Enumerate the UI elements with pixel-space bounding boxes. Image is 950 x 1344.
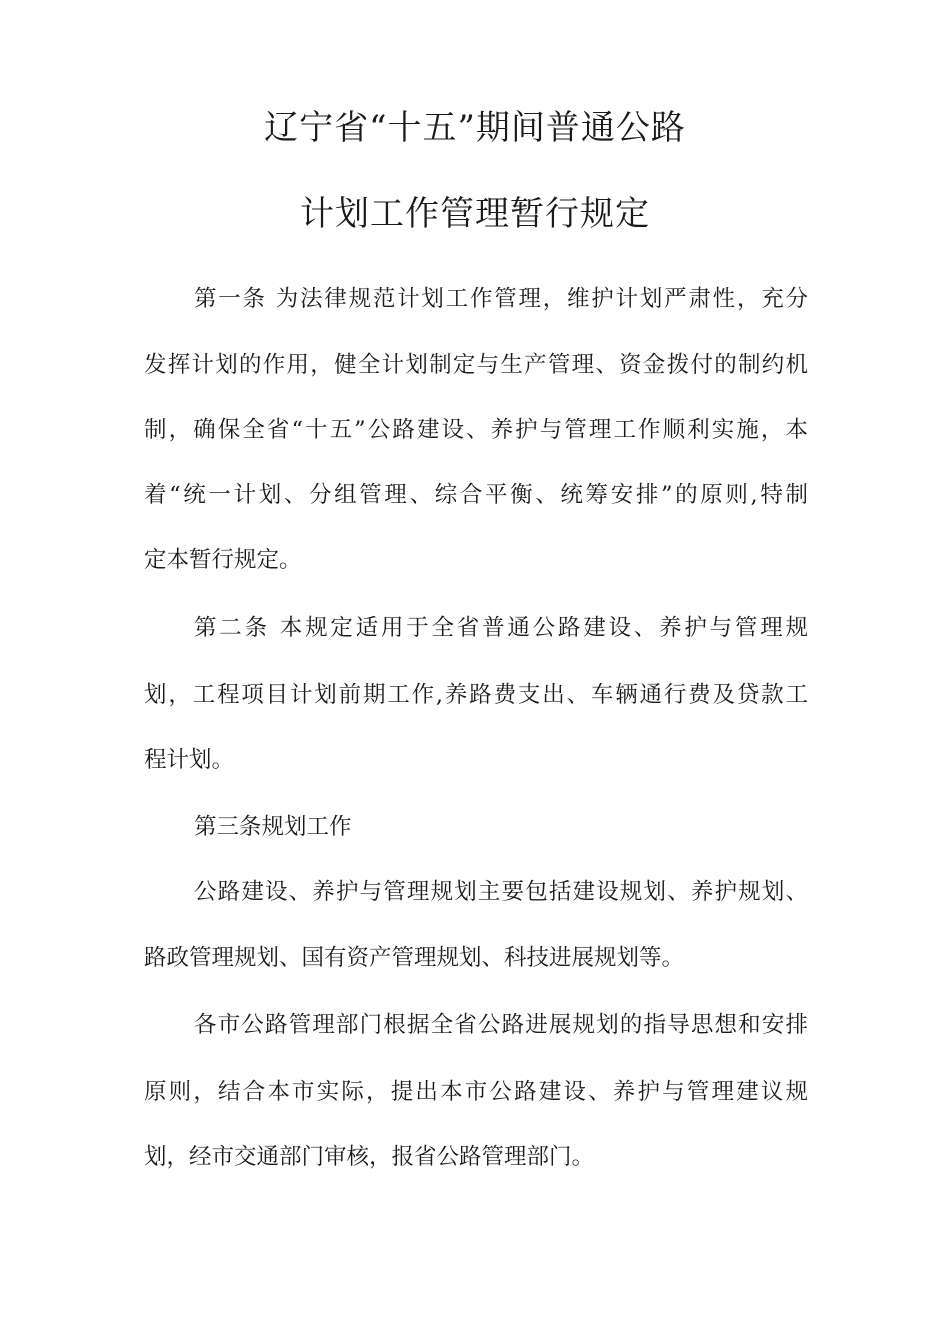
article-3-para-1-line-2: 路政管理规划、国有资产管理规划、科技进展规划等。: [144, 945, 685, 971]
article-2-line-2: 划，工程项目计划前期工作,养路费支出、车辆通行费及贷款工: [144, 682, 808, 708]
article-2-line-1: 第二条 本规定适用于全省普通公路建设、养护与管理规: [194, 615, 808, 641]
article-1-line-3: 制，确保全省“十五”公路建设、养护与管理工作顺利实施，本: [144, 417, 808, 443]
article-3-para-1-line-1: 公路建设、养护与管理规划主要包括建设规划、养护规划、: [194, 879, 808, 905]
article-3-para-2-line-3: 划，经市交通部门审核，报省公路管理部门。: [144, 1144, 595, 1170]
article-3-heading: 第三条规划工作: [194, 814, 352, 840]
article-3-para-2-line-1: 各市公路管理部门根据全省公路进展规划的指导思想和安排: [194, 1012, 808, 1038]
document-title-line-1: 辽宁省“十五”期间普通公路: [264, 108, 686, 148]
article-3-para-2-line-2: 原则，结合本市实际，提出本市公路建设、养护与管理建议规: [144, 1079, 808, 1105]
article-1-line-2: 发挥计划的作用，健全计划制定与生产管理、资金拨付的制约机: [144, 352, 808, 378]
article-1-line-4: 着“统一计划、分组管理、综合平衡、统筹安排”的原则,特制: [144, 482, 808, 508]
article-1-line-5: 定本暂行规定。: [144, 547, 302, 573]
article-1-line-1: 第一条 为法律规范计划工作管理，维护计划严肃性，充分: [194, 286, 808, 312]
document-title-line-2: 计划工作管理暂行规定: [300, 194, 650, 234]
article-2-line-3: 程计划。: [144, 747, 235, 773]
